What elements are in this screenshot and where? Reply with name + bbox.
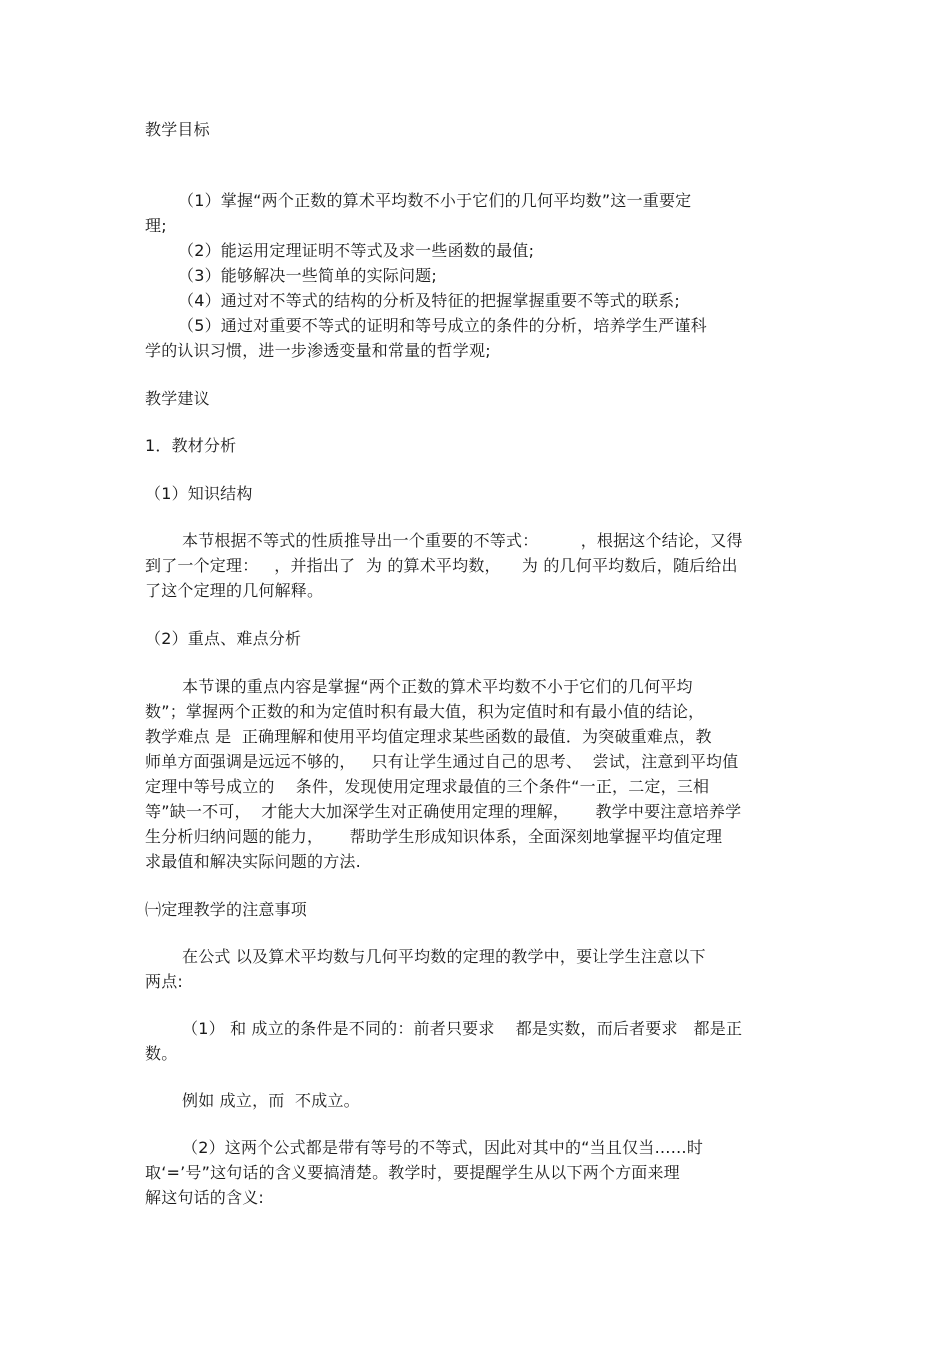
keypoints-line-2: 数”；掌握两个正数的和为定值时积有最大值，积为定值时和有最小值的结论， xyxy=(145,702,705,721)
objective-4: （4）通过对不等式的结构的分析及特征的把握掌握重要不等式的联系; xyxy=(178,291,680,310)
keypoints-line-3: 教学难点 是 正确理解和使用平均值定理求某些函数的最值．为突破重难点，教 xyxy=(145,727,712,746)
notes-intro-line-1: 在公式 以及算术平均数与几何平均数的定理的教学中，要让学生注意以下 xyxy=(182,947,706,966)
heading-knowledge-structure: （1）知识结构 xyxy=(145,484,253,503)
keypoints-line-1: 本节课的重点内容是掌握“两个正数的算术平均数不小于它们的几何平均 xyxy=(182,677,693,696)
objective-5-line-2: 学的认识习惯，进一步渗透变量和常量的哲学观; xyxy=(145,341,491,360)
objective-3: （3）能够解决一些简单的实际问题; xyxy=(178,266,437,285)
heading-material-analysis: 1．教材分析 xyxy=(145,436,237,455)
keypoints-line-4: 师单方面强调是远远不够的， 只有让学生通过自己的思考、 尝试，注意到平均值 xyxy=(145,752,739,771)
objective-1-line-2: 理; xyxy=(145,216,167,235)
keypoints-line-8: 求最值和解决实际问题的方法. xyxy=(145,852,361,871)
notes-point-1-line-1: （1） 和 成立的条件是不同的：前者只要求 都是实数，而后者要求 都是正 xyxy=(182,1019,743,1038)
notes-point-2-line-3: 解这句话的含义: xyxy=(145,1188,264,1207)
notes-example: 例如 成立，而 不成立。 xyxy=(182,1091,360,1110)
heading-theorem-notes: ㈠定理教学的注意事项 xyxy=(145,900,308,919)
keypoints-line-5: 定理中等号成立的 条件，发现使用定理求最值的三个条件“一正，二定，三相 xyxy=(145,777,710,796)
objective-2: （2）能运用定理证明不等式及求一些函数的最值; xyxy=(178,241,535,260)
knowledge-line-3: 了这个定理的几何解释。 xyxy=(145,581,324,600)
notes-intro-line-2: 两点: xyxy=(145,972,183,991)
heading-objectives: 教学目标 xyxy=(145,120,210,139)
heading-key-points: （2）重点、难点分析 xyxy=(145,629,302,648)
objective-5-line-1: （5）通过对重要不等式的证明和等号成立的条件的分析，培养学生严谨科 xyxy=(178,316,707,335)
keypoints-line-7: 生分析归纳问题的能力， 帮助学生形成知识体系，全面深刻地掌握平均值定理 xyxy=(145,827,723,846)
knowledge-line-1: 本节根据不等式的性质推导出一个重要的不等式： ，根据这个结论，又得 xyxy=(182,531,743,550)
keypoints-line-6: 等”缺一不可， 才能大大加深学生对正确使用定理的理解， 教学中要注意培养学 xyxy=(145,802,742,821)
knowledge-line-2: 到了一个定理： ，并指出了 为 的算术平均数， 为 的几何平均数后，随后给出 xyxy=(145,556,738,575)
notes-point-2-line-1: （2）这两个公式都是带有等号的不等式，因此对其中的“当且仅当……时 xyxy=(182,1138,704,1157)
notes-point-2-line-2: 取‘=’号”这句话的含义要搞清楚。教学时，要提醒学生从以下两个方面来理 xyxy=(145,1163,680,1182)
objective-1-line-1: （1）掌握“两个正数的算术平均数不小于它们的几何平均数”这一重要定 xyxy=(178,191,692,210)
heading-suggestions: 教学建议 xyxy=(145,389,210,408)
notes-point-1-line-2: 数。 xyxy=(145,1044,178,1063)
